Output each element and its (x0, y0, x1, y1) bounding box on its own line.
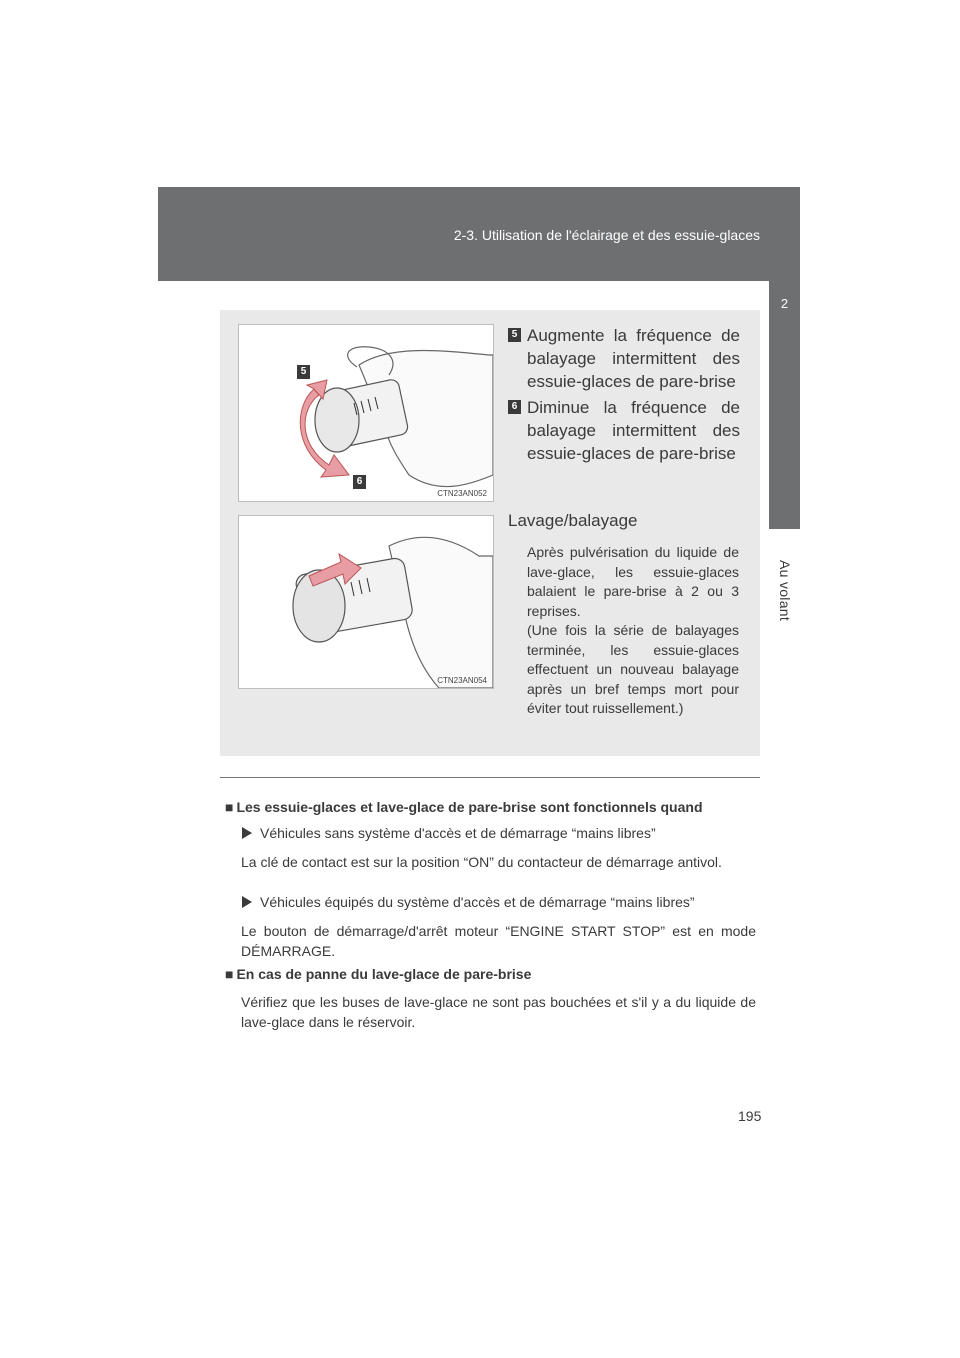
badge-5-icon: 5 (508, 328, 521, 342)
condition-text: Véhicules équipés du système d'accès et de démarrage “mains libres” (260, 894, 695, 910)
wash-title: Lavage/balayage (508, 511, 638, 530)
figure-code: CTN23AN052 (437, 489, 487, 498)
condition-body: La clé de contact est sur la position “ON” du contacteur de démarrage antivol. (241, 854, 722, 870)
condition-text: Véhicules sans système d'accès et de démarrage “mains libres” (260, 825, 656, 841)
page-number: 195 (738, 1108, 762, 1124)
step-6 (508, 396, 740, 465)
wiper-lever-illustration (239, 325, 493, 501)
figure-code: CTN23AN054 (437, 676, 487, 685)
section-title: 2-3. Utilisation de l'éclairage et des essuie-glaces (453, 227, 760, 243)
wiper-frequency-figure (238, 324, 494, 502)
wash-text: Après pulvérisation du liquide de lave-glace, les essuie-glaces balaient le pare-brise à 2 ou 3 reprises. (527, 544, 739, 619)
wiper-wash-illustration (239, 516, 493, 688)
wiper-wash-figure (238, 515, 494, 689)
condition-line (241, 825, 656, 841)
square-bullet-icon: ■ (225, 799, 234, 815)
arrow-bullet-icon (242, 827, 252, 839)
section-heading: ■ En cas de panne du lave-glace de pare-brise (225, 966, 532, 982)
condition-body: Le bouton de démarrage/d'arrêt moteur “ENGINE START STOP” est en mode DÉMARRAGE. (241, 923, 756, 959)
badge-5-icon: 5 (297, 365, 310, 379)
square-bullet-icon: ■ (225, 966, 234, 982)
arrow-bullet-icon (242, 896, 252, 908)
chapter-tab (769, 281, 800, 529)
badge-6-icon: 6 (508, 400, 521, 414)
header-bar (158, 187, 800, 281)
step-text: Augmente la fréquence de balayage intermittent des essuie-glaces de pare-brise (527, 326, 740, 391)
step-5 (508, 324, 740, 393)
section-heading: ■ Les essuie-glaces et lave-glace de pare-brise sont fonctionnels quand (225, 799, 703, 815)
wash-description (527, 543, 739, 719)
badge-6-icon: 6 (353, 475, 366, 489)
step-text: Diminue la fréquence de balayage intermittent des essuie-glaces de pare-brise (527, 398, 740, 463)
wash-note: (Une fois la série de balayages terminée, les essuie-glaces effectuent un nouveau balayage après un bref temps mort pour éviter tout ruissellement.) (527, 622, 739, 716)
condition-line (241, 894, 695, 910)
section-body: Vérifiez que les buses de lave-glace ne sont pas bouchées et s'il y a du liquide de lave-glace dans le réservoir. (241, 994, 756, 1030)
chapter-number: 2 (780, 296, 789, 311)
divider (220, 777, 760, 778)
chapter-label: Au volant (777, 560, 793, 622)
